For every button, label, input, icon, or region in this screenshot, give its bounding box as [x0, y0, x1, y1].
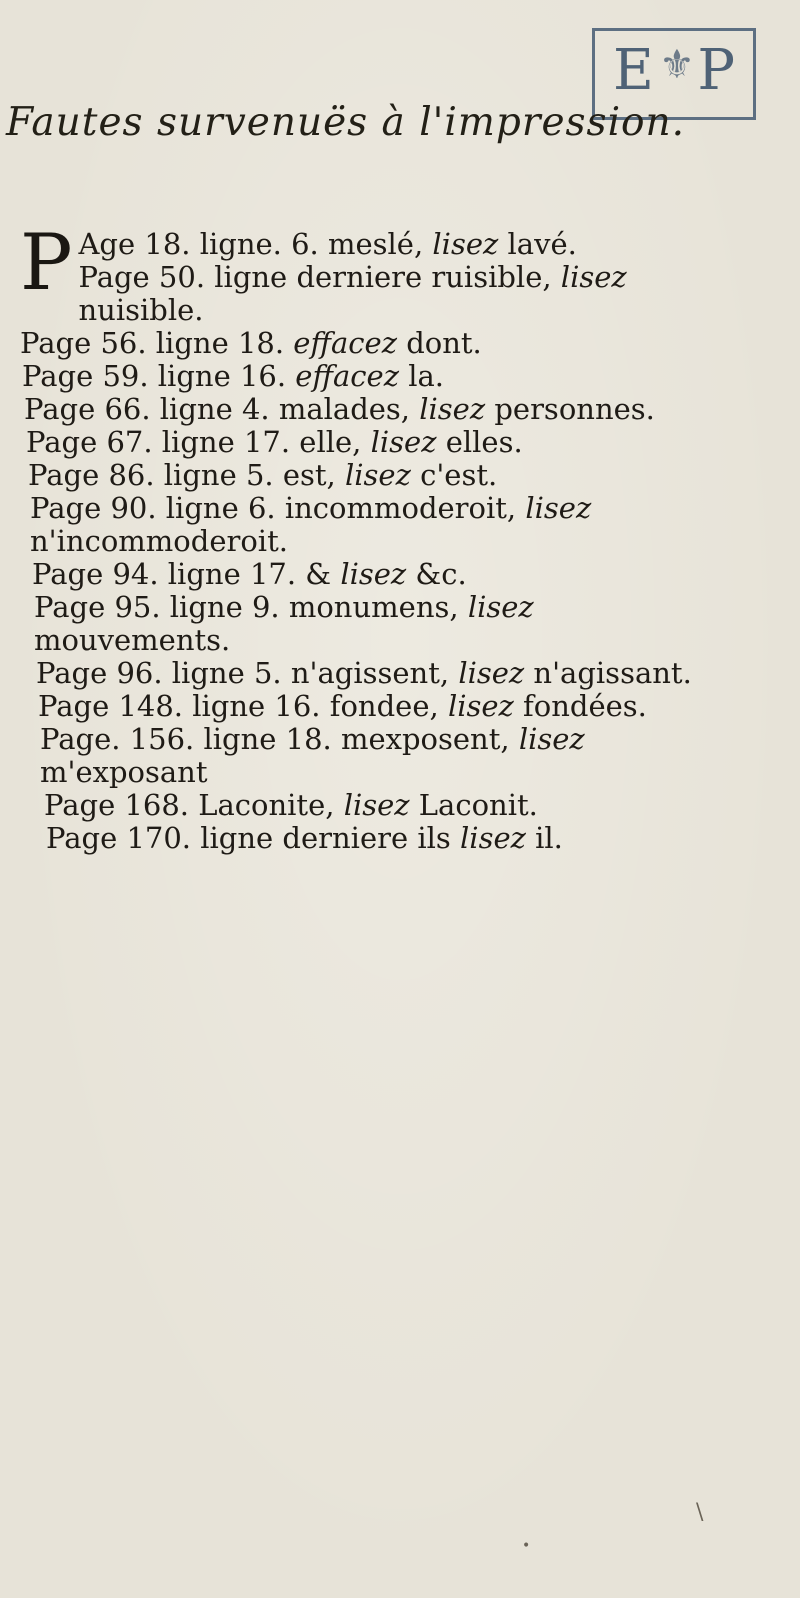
paper-speck: • [522, 1538, 531, 1554]
errata-entry: Page 95. ligne 9. monumens, lisez mouvements. [34, 590, 534, 657]
errata-entry: Page 90. ligne 6. incommoderoit, lisez n'incommoderoit. [30, 491, 592, 558]
errata-entry: Page 148. ligne 16. fondee, lisez fondées. [38, 689, 647, 723]
errata-list [20, 218, 710, 855]
stamp-letter-p: P [697, 38, 735, 103]
errata-entry: Page 86. ligne 5. est, lisez c'est. [28, 458, 498, 492]
errata-entry: Page 56. ligne 18. effacez dont. [20, 326, 482, 360]
errata-entry: Page 59. ligne 16. effacez la. [22, 359, 444, 393]
errata-entry: Page 94. ligne 17. & lisez &c. [32, 557, 467, 591]
drop-cap: P [20, 218, 73, 308]
errata-entry: Page 170. ligne derniere ils lisez il. [46, 821, 563, 855]
errata-entry: Page 66. ligne 4. malades, lisez personnes. [24, 392, 655, 426]
errata-entry: P Age 18. ligne. 6. meslé, lisez lavé. [20, 218, 577, 308]
errata-title: Fautes survenuës à l'impression. [6, 100, 686, 145]
stamp-letter-e: E [613, 38, 654, 103]
errata-entry: Page 96. ligne 5. n'agissent, lisez n'agissant. [36, 656, 692, 690]
fleur-de-lis-icon: ⚜ [659, 42, 695, 88]
paper-speck: \ [696, 1500, 704, 1525]
errata-entry: Page 50. ligne derniere ruisible, lisez nuisible. [78, 260, 627, 327]
errata-entry: Page 67. ligne 17. elle, lisez elles. [26, 425, 523, 459]
errata-entry: Page. 156. ligne 18. mexposent, lisez m'exposant [40, 722, 585, 789]
errata-entry: Page 168. Laconite, lisez Laconit. [44, 788, 538, 822]
